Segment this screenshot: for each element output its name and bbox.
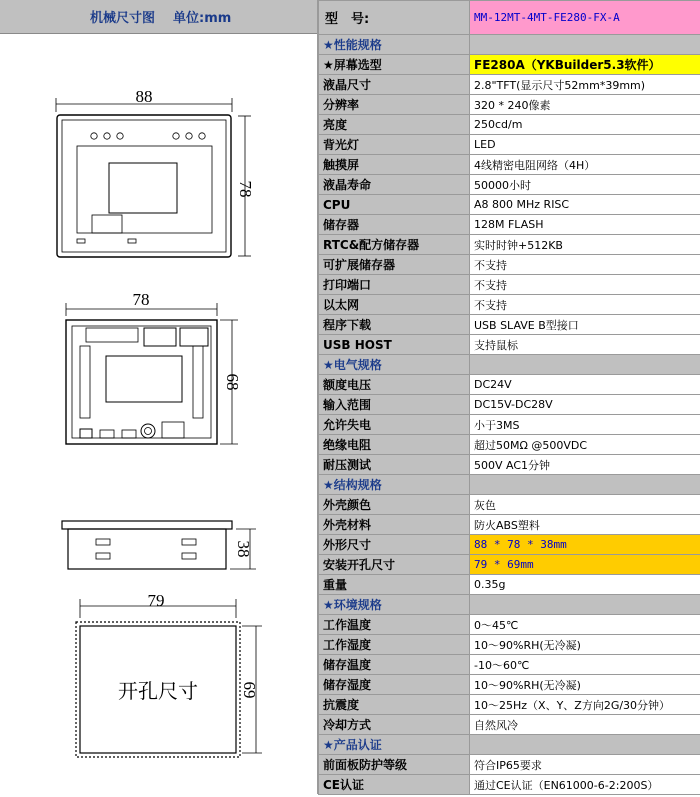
spec-value: USB SLAVE B型接口: [470, 315, 700, 335]
drawing-unit: 单位:mm: [173, 7, 231, 26]
spec-row: [319, 215, 700, 235]
spec-row: [319, 255, 700, 275]
spec-key: 液晶尺寸: [319, 75, 470, 95]
section-row: [319, 475, 700, 495]
spec-value: 0～45℃: [470, 615, 700, 635]
spec-row: [319, 395, 700, 415]
section-row: [319, 355, 700, 375]
spec-key: 工作温度: [319, 615, 470, 635]
spec-row: [319, 115, 700, 135]
spec-key: 储存器: [319, 215, 470, 235]
side-view: [62, 521, 256, 569]
spec-row: [319, 615, 700, 635]
spec-key: ★屏幕选型: [319, 55, 470, 75]
spec-value: 不支持: [470, 295, 700, 315]
spec-value: 实时时钟+512KB: [470, 235, 700, 255]
spec-key: RTC&配方储存器: [319, 235, 470, 255]
spec-key: 背光灯: [319, 135, 470, 155]
spec-value: 79 * 69mm: [470, 555, 700, 575]
spec-key: 打印端口: [319, 275, 470, 295]
spec-row: [319, 315, 700, 335]
front-height-label: 78: [236, 181, 255, 198]
spec-value: [470, 735, 700, 755]
spec-key: 允许失电: [319, 415, 470, 435]
spec-key: 重量: [319, 575, 470, 595]
spec-key: 以太网: [319, 295, 470, 315]
spec-table-body: [319, 1, 700, 795]
back-width-label: 78: [133, 290, 150, 309]
spec-value: DC24V: [470, 375, 700, 395]
spec-key: 前面板防护等级: [319, 755, 470, 775]
spec-row: [319, 715, 700, 735]
spec-key: CE认证: [319, 775, 470, 795]
spec-key: 程序下载: [319, 315, 470, 335]
spec-value: 小于3MS: [470, 415, 700, 435]
spec-value: DC15V-DC28V: [470, 395, 700, 415]
spec-key: 储存湿度: [319, 675, 470, 695]
spec-key: 绝缘电阻: [319, 435, 470, 455]
spec-value: [470, 355, 700, 375]
spec-key: 液晶寿命: [319, 175, 470, 195]
spec-value: 防火ABS塑料: [470, 515, 700, 535]
spec-value: [470, 35, 700, 55]
section-title: ★性能规格: [319, 35, 470, 55]
spec-value: 500V AC1分钟: [470, 455, 700, 475]
spec-row: [319, 455, 700, 475]
section-title: ★结构规格: [319, 475, 470, 495]
spec-row: [319, 335, 700, 355]
spec-row: [319, 655, 700, 675]
spec-row: [319, 635, 700, 655]
spec-row: [319, 415, 700, 435]
drawing-title: 机械尺寸图: [90, 7, 155, 26]
model-value: MM-12MT-4MT-FE280-FX-A: [470, 1, 700, 35]
spec-table: [318, 0, 700, 795]
spec-key: 外壳材料: [319, 515, 470, 535]
model-key: 型 号:: [319, 1, 470, 35]
section-row: [319, 735, 700, 755]
spec-key: USB HOST: [319, 335, 470, 355]
spec-value: [470, 475, 700, 495]
spec-key: 冷却方式: [319, 715, 470, 735]
spec-key: 耐压测试: [319, 455, 470, 475]
depth-label: 38: [234, 541, 253, 558]
spec-row: [319, 95, 700, 115]
spec-key: 安装开孔尺寸: [319, 555, 470, 575]
spec-value: 自然风冷: [470, 715, 700, 735]
spec-row: [319, 135, 700, 155]
spec-row: [319, 555, 700, 575]
spec-value: 通过CE认证（EN61000-6-2:200S）: [470, 775, 700, 795]
spec-row: [319, 755, 700, 775]
spec-value: 88 * 78 * 38mm: [470, 535, 700, 555]
spec-row: [319, 275, 700, 295]
spec-value: 符合IP65要求: [470, 755, 700, 775]
section-title: ★电气规格: [319, 355, 470, 375]
cutout-width-label: 79: [148, 591, 165, 610]
spec-key: 工作湿度: [319, 635, 470, 655]
spec-key: 触摸屏: [319, 155, 470, 175]
spec-value: 128M FLASH: [470, 215, 700, 235]
spec-value: 超过50MΩ @500VDC: [470, 435, 700, 455]
spec-value: 不支持: [470, 275, 700, 295]
spec-key: 外壳颜色: [319, 495, 470, 515]
spec-row: [319, 195, 700, 215]
spec-value: 不支持: [470, 255, 700, 275]
spec-panel: [318, 0, 700, 795]
spec-row: [319, 675, 700, 695]
spec-row: [319, 295, 700, 315]
mechanical-drawing: [0, 34, 317, 794]
spec-row: [319, 155, 700, 175]
drawing-header: [0, 0, 317, 34]
spec-value: [470, 595, 700, 615]
model-row: [319, 1, 700, 35]
section-row: [319, 595, 700, 615]
spec-row: [319, 435, 700, 455]
spec-value: 10～25Hz（X、Y、Z方向2G/30分钟）: [470, 695, 700, 715]
spec-value: 0.35g: [470, 575, 700, 595]
spec-row: [319, 775, 700, 795]
section-row: [319, 35, 700, 55]
section-title: ★环境规格: [319, 595, 470, 615]
spec-value: 灰色: [470, 495, 700, 515]
spec-value: -10～60℃: [470, 655, 700, 675]
spec-row: [319, 695, 700, 715]
spec-value: 10～90%RH(无冷凝): [470, 635, 700, 655]
spec-key: 输入范围: [319, 395, 470, 415]
spec-key: 外形尺寸: [319, 535, 470, 555]
spec-value: 支持鼠标: [470, 335, 700, 355]
spec-value: 4线精密电阻网络（4H）: [470, 155, 700, 175]
spec-row: [319, 175, 700, 195]
spec-key: 亮度: [319, 115, 470, 135]
spec-row: [319, 75, 700, 95]
spec-key: 抗震度: [319, 695, 470, 715]
cutout-label: 开孔尺寸: [118, 680, 198, 703]
spec-row: [319, 375, 700, 395]
spec-row: [319, 515, 700, 535]
spec-value: 2.8"TFT(显示尺寸52mm*39mm): [470, 75, 700, 95]
back-view: [66, 303, 238, 444]
spec-key: CPU: [319, 195, 470, 215]
cutout-height-label: 69: [240, 682, 259, 699]
spec-value: A8 800 MHz RISC: [470, 195, 700, 215]
spec-row: [319, 575, 700, 595]
spec-value: FE280A（YKBuilder5.3软件）: [470, 55, 700, 75]
spec-key: 分辨率: [319, 95, 470, 115]
section-title: ★产品认证: [319, 735, 470, 755]
spec-value: 250cd/m: [470, 115, 700, 135]
spec-value: 320 * 240像素: [470, 95, 700, 115]
cutout-view: [76, 599, 262, 757]
spec-row: [319, 535, 700, 555]
back-height-label: 68: [223, 374, 242, 391]
spec-value: 50000小时: [470, 175, 700, 195]
spec-key: 可扩展储存器: [319, 255, 470, 275]
spec-row: [319, 495, 700, 515]
spec-key: 储存温度: [319, 655, 470, 675]
spec-key: 额度电压: [319, 375, 470, 395]
front-width-label: 88: [136, 87, 153, 106]
spec-row: [319, 55, 700, 75]
spec-row: [319, 235, 700, 255]
spec-value: LED: [470, 135, 700, 155]
front-view: [56, 98, 251, 257]
spec-value: 10～90%RH(无冷凝): [470, 675, 700, 695]
drawing-panel: [0, 0, 318, 794]
